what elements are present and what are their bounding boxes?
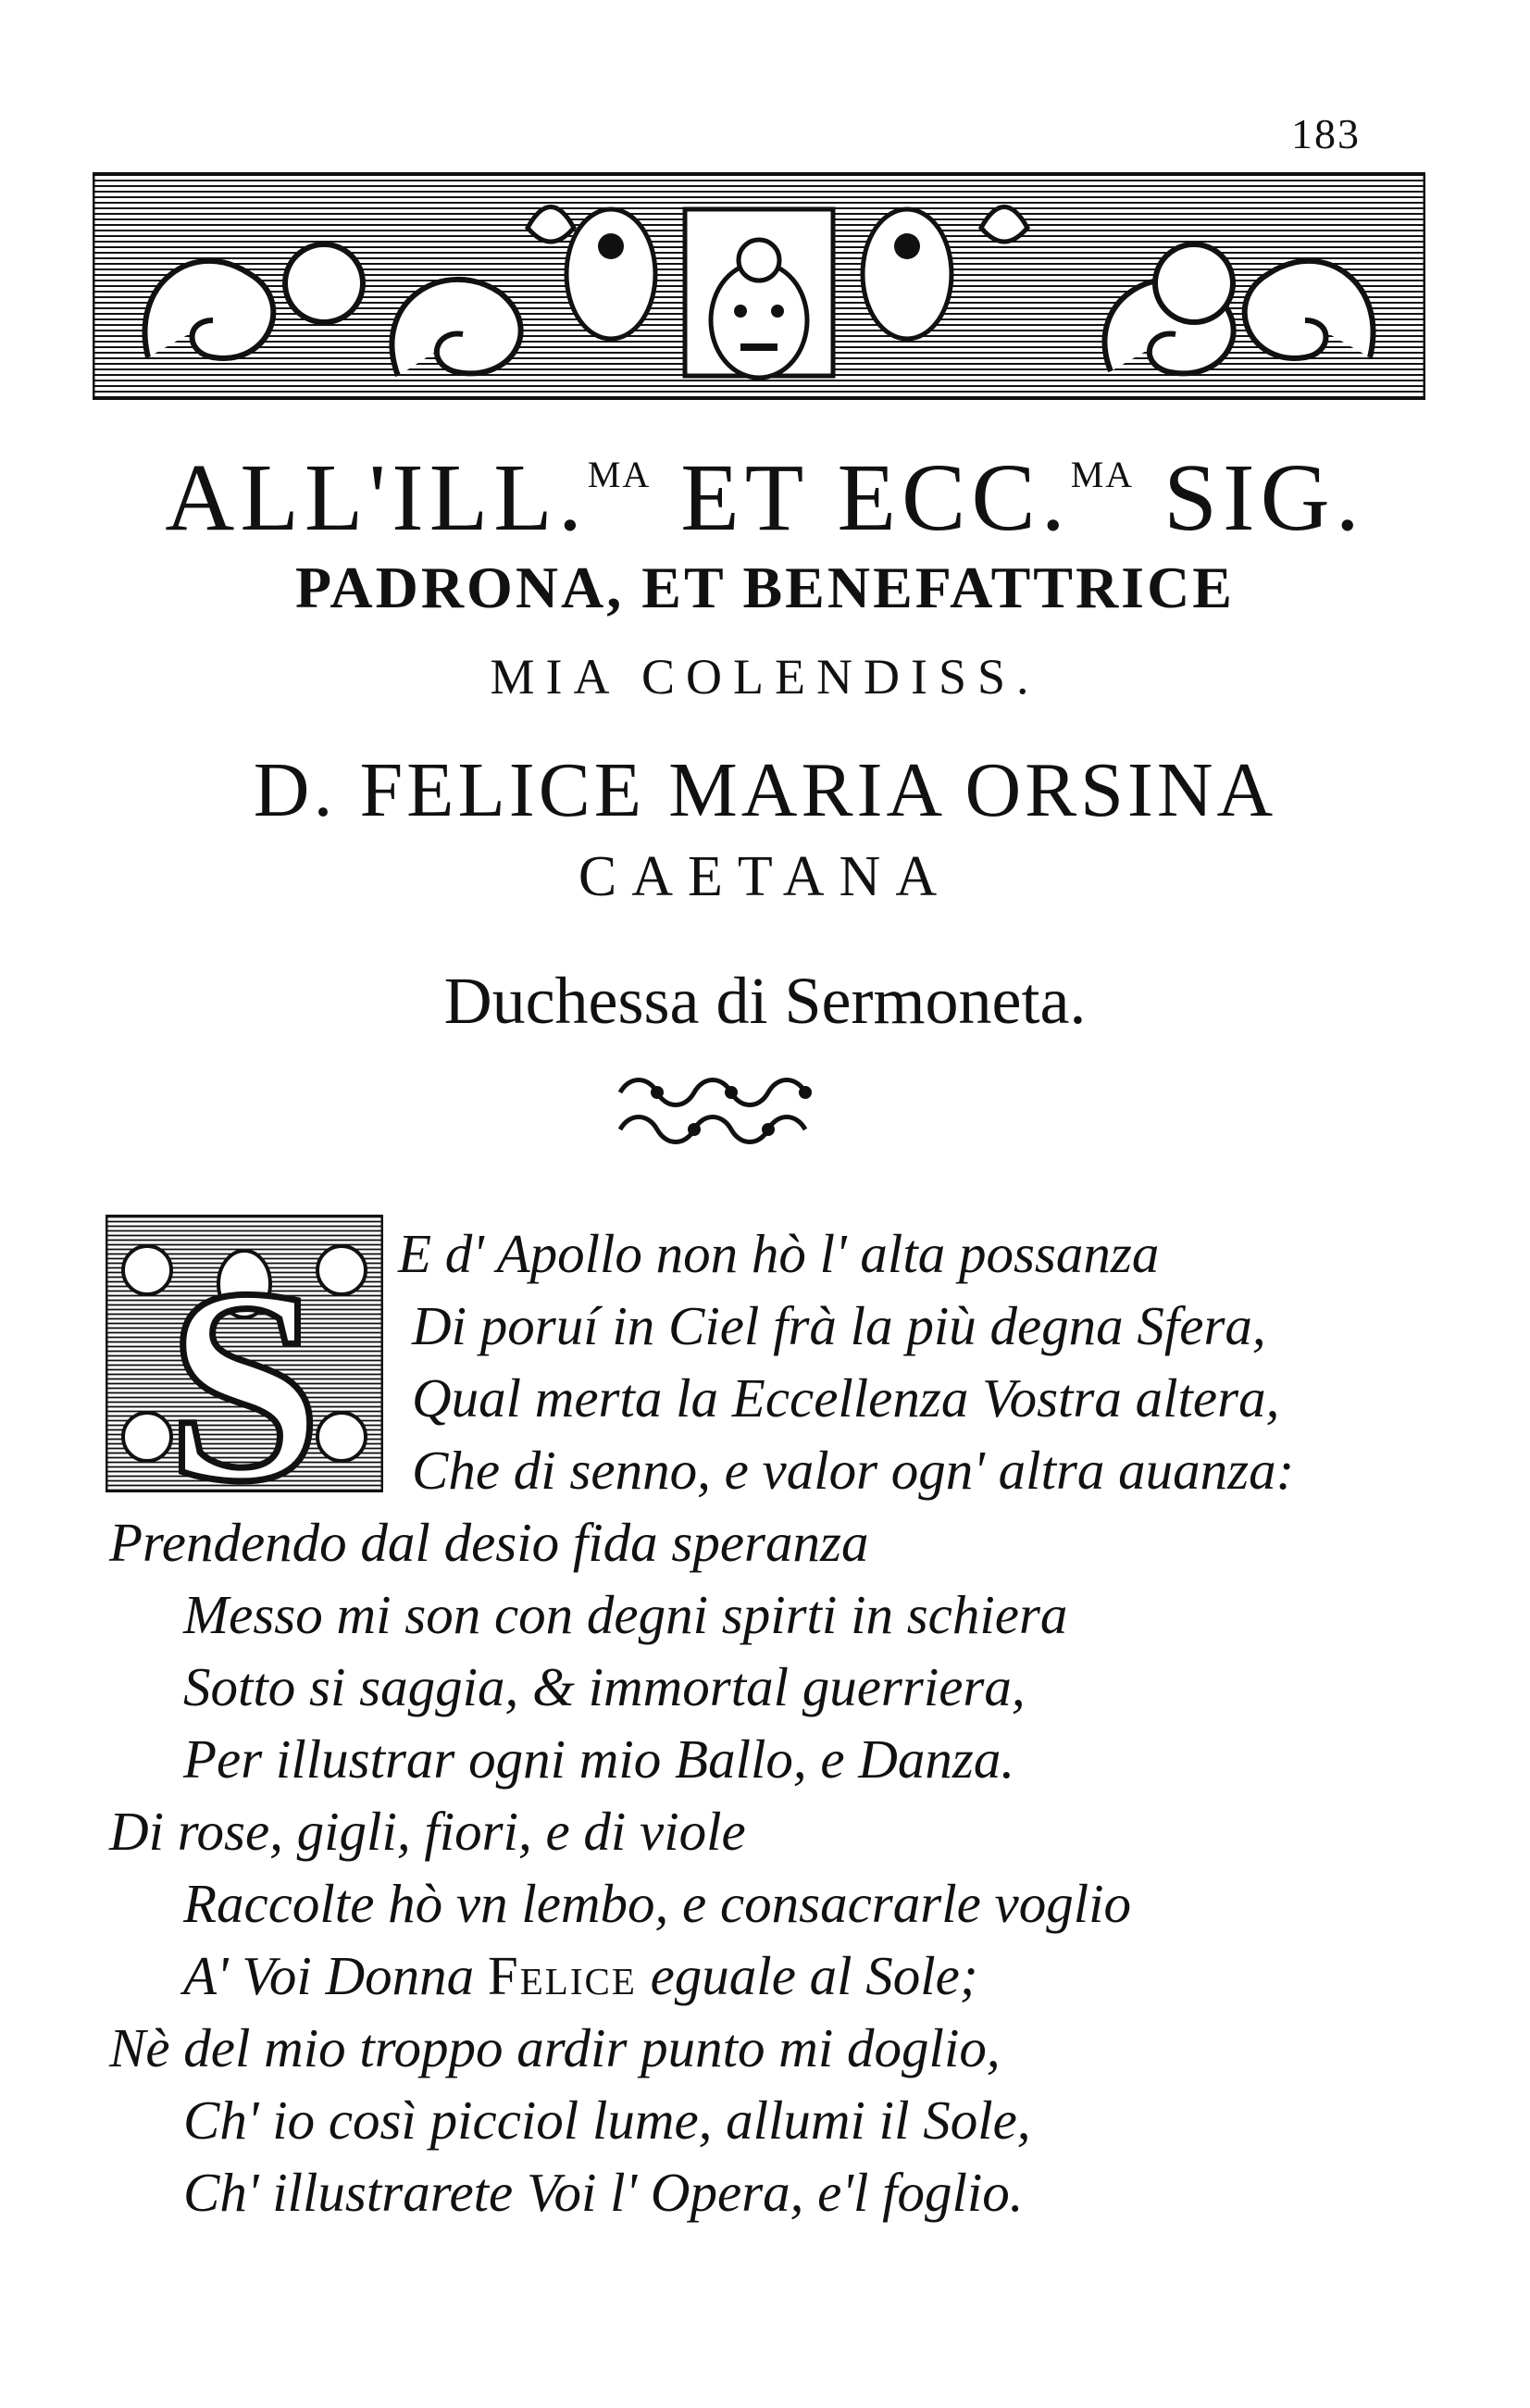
title-segment: ALL'ILL. bbox=[165, 444, 588, 551]
dedication-title-line-1 bbox=[0, 443, 1530, 553]
title-superscript: MA bbox=[1070, 454, 1135, 495]
fleuron-ornament bbox=[611, 1072, 842, 1148]
poem-line: Raccolte hò vn lembo, e consacrarle voglio bbox=[183, 1873, 1132, 1934]
title-segment: SIG. bbox=[1134, 444, 1365, 551]
poem-text: A' Voi Donna bbox=[183, 1945, 488, 2006]
dedicatee-surname: CAETANA bbox=[578, 845, 952, 908]
poem-line: Che di senno, e valor ogn' altra auanza: bbox=[412, 1440, 1295, 1501]
poem-line: Messo mi son con degni spirti in schiera bbox=[183, 1584, 1068, 1645]
dedicatee-name: D. FELICE MARIA ORSINA bbox=[253, 747, 1277, 833]
poem-line: Di rose, gigli, fiori, e di viole bbox=[109, 1801, 746, 1862]
poem-line: Ch' illustrarete Voi l' Opera, e'l foglio. bbox=[183, 2162, 1024, 2223]
title-segment: ET ECC. bbox=[651, 444, 1071, 551]
ornamental-headpiece bbox=[93, 172, 1425, 400]
page-number: 183 bbox=[1291, 110, 1361, 157]
dedicatee-title: Duchessa di Sermoneta. bbox=[443, 964, 1087, 1038]
poem-line: Ch' io così picciol lume, allumi il Sole, bbox=[183, 2090, 1031, 2151]
decorated-initial bbox=[106, 1215, 383, 1492]
title-superscript: MA bbox=[587, 454, 652, 495]
dedication-title-line-3: MIA COLENDISS. bbox=[490, 649, 1040, 705]
dropcap-letter: S bbox=[167, 1231, 322, 1492]
poem-line: Qual merta la Eccellenza Vostra altera, bbox=[412, 1367, 1280, 1429]
poem-name-small-caps: Felice bbox=[487, 1945, 637, 2006]
poem-line: Nè del mio troppo ardir punto mi doglio, bbox=[109, 2017, 1001, 2078]
poem-line: Di poruí in Ciel frà la più degna Sfera, bbox=[412, 1295, 1266, 1356]
poem-text: eguale al Sole; bbox=[636, 1945, 978, 2006]
poem-line: E d' Apollo non hò l' alta possanza bbox=[398, 1223, 1160, 1284]
poem-line: Sotto si saggia, & immortal guerriera, bbox=[183, 1656, 1026, 1717]
dedication-title-line-2: PADRONA, ET BENEFATTRICE bbox=[295, 555, 1235, 620]
poem-line: Per illustrar ogni mio Ballo, e Danza. bbox=[183, 1728, 1015, 1790]
poem-line bbox=[183, 1944, 978, 2008]
poem-line: Prendendo dal desio fida speranza bbox=[109, 1512, 869, 1573]
